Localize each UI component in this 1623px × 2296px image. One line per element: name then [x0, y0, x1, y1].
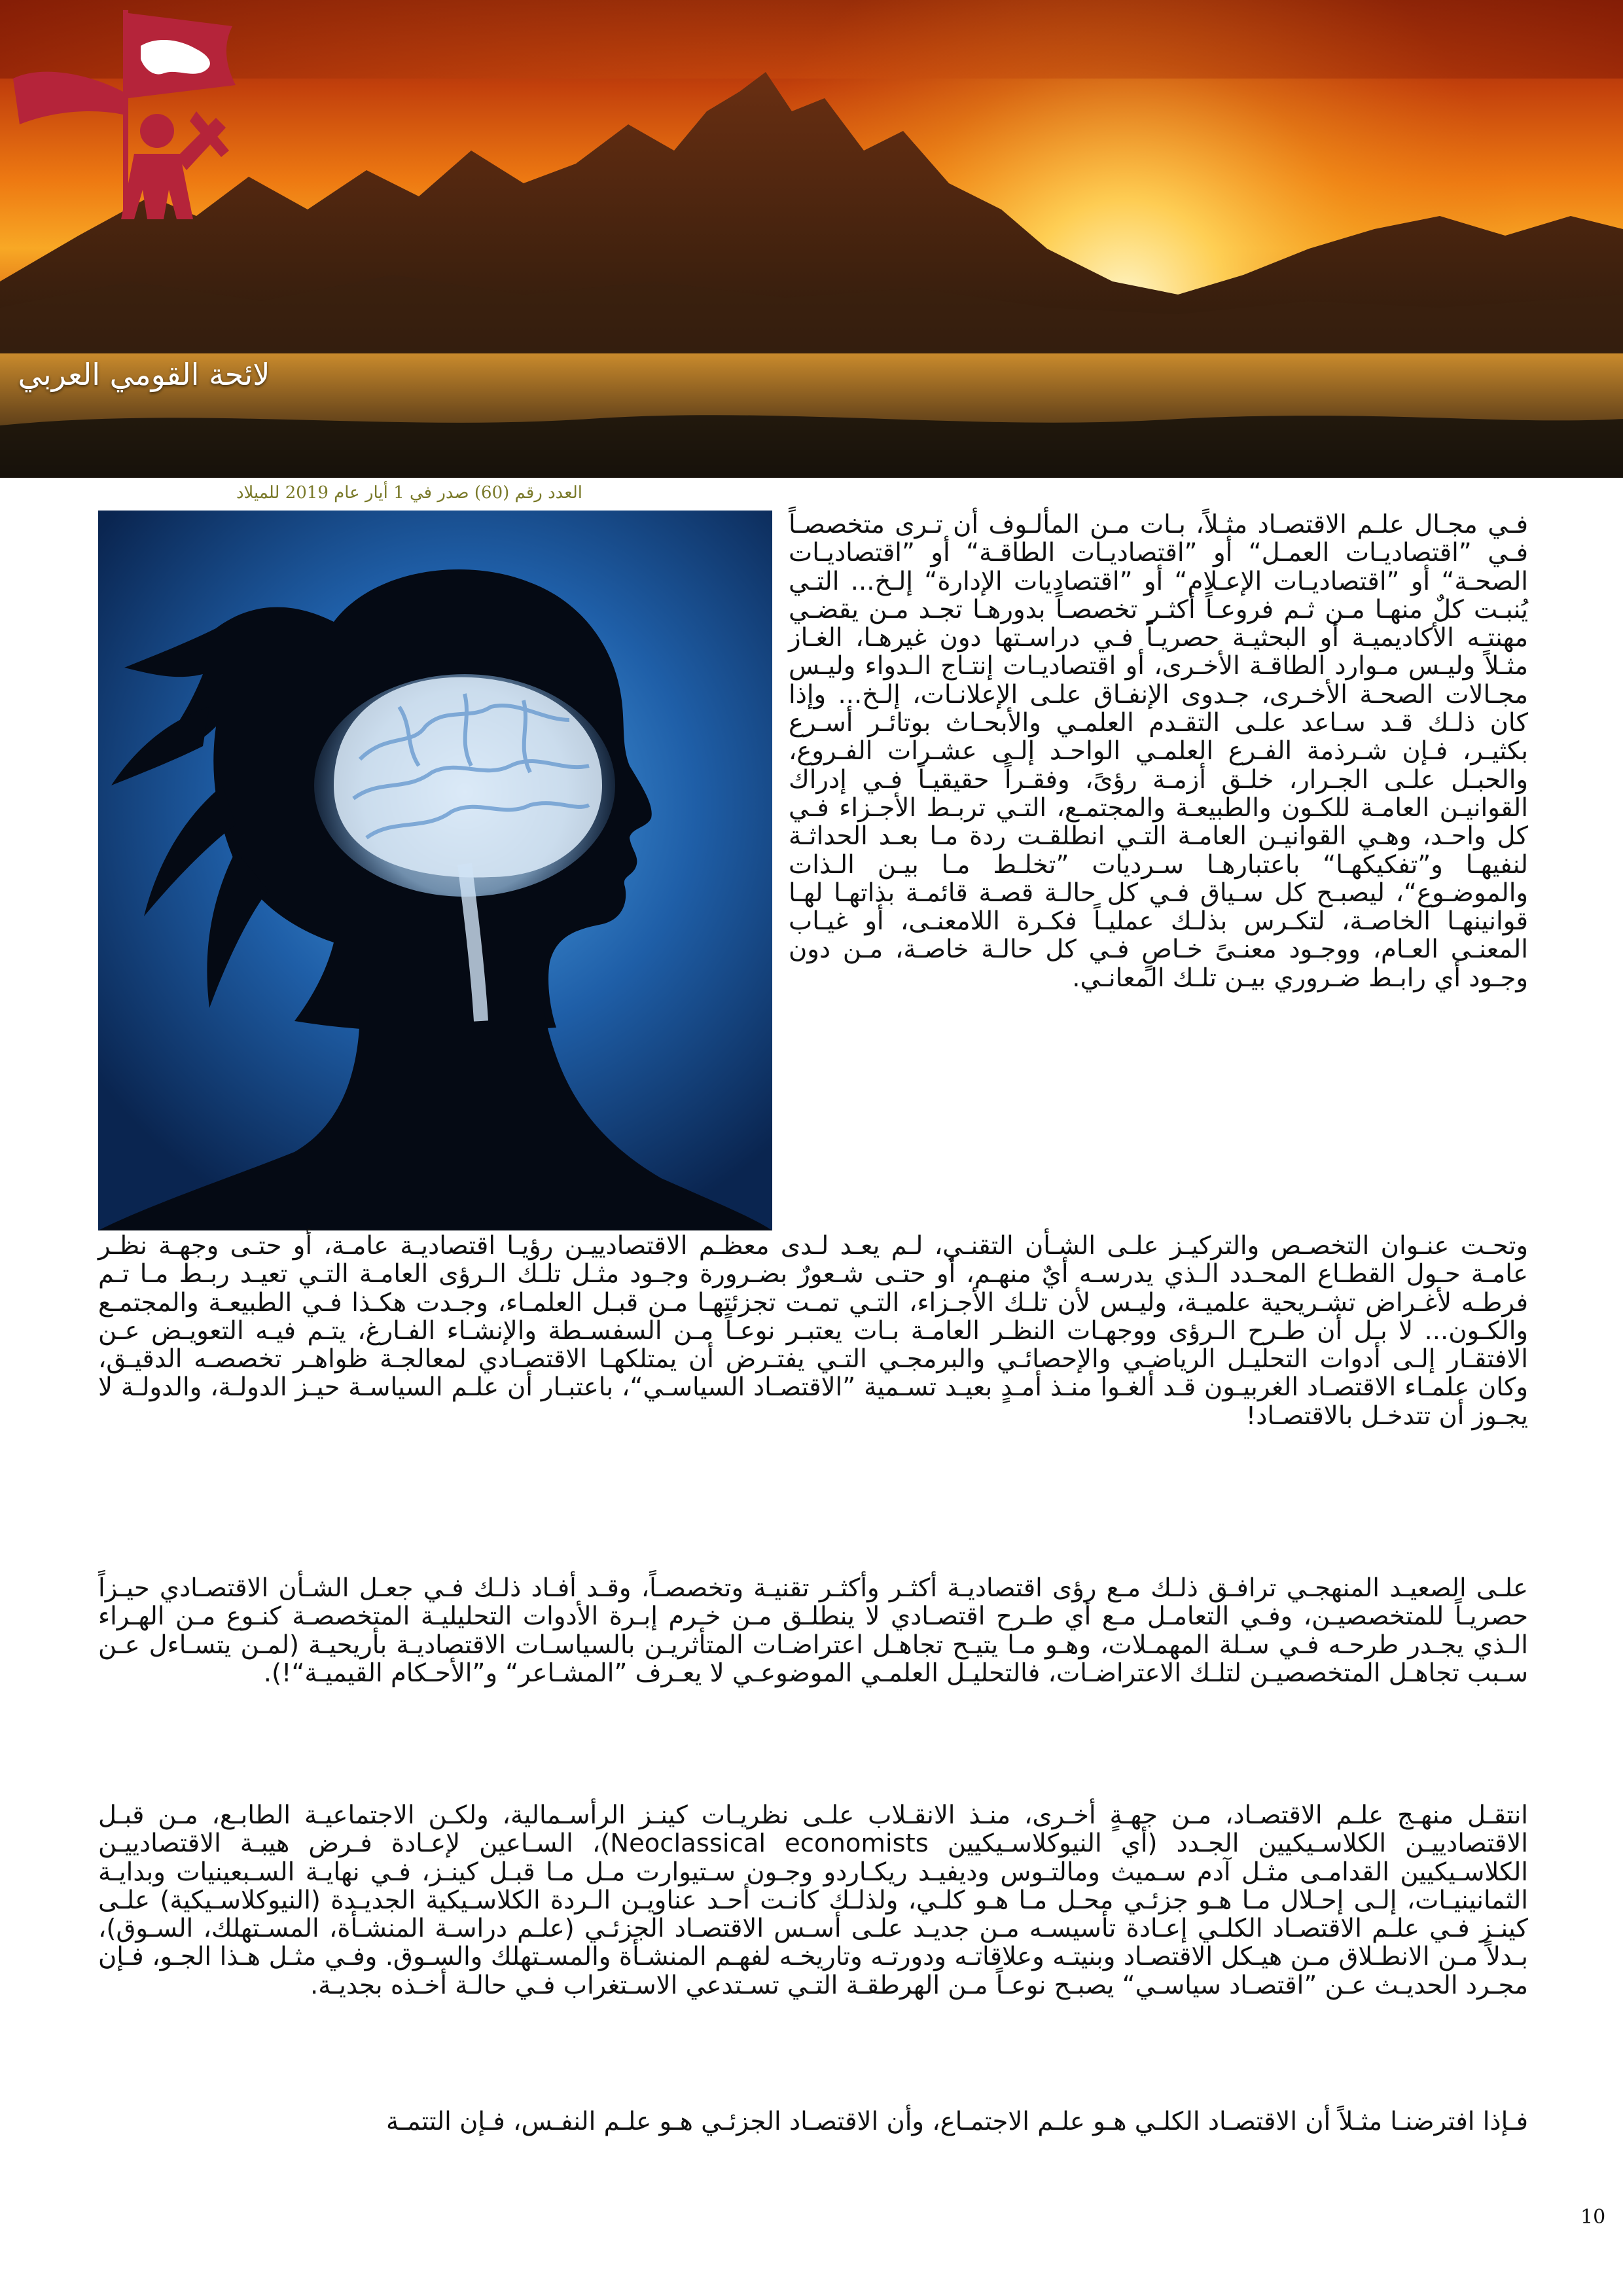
article-paragraph-1: فـي مجـال علـم الاقتصـاد مثـلاً، بـات مـن المألـوف أن تـرى متخصصـاً فـي ”اقتصاديـات العمـل“ أو ”اقتصاديـات الطاقـة“ أو ”اقتصاديـات الصحـة“ أو ”اقتصاديـات الإعـلام“ أو ”اقتصاديات الإدارة“ إلـخ... التـي يُنبـت كلٌ منهـا مـن ثـم فروعـاً أكثـر تخصصـاً بدورهـا تجـد مـن يقضـي مهنتـه الأكاديميـة أو البحثيـة حصريـاً فـي دراسـتها دون غيرهـا، الغـاز مثـلاً وليـس مـوارد الطاقـة الأخـرى، أو اقتصاديـات إنتـاج الـدواء وليـس مجـالات الصحـة الأخـرى، جـدوى الإنفـاق علـى الإعلانـات، إلـخ... وإذا كان ذلـك قـد سـاعد علـى التقـدم العلمـي والأبحـاث بوتائـر أسـرع بكثيـر، فـإن شـرذمة الفـرع العلمـي الواحـد إلـى عشـرات الفـروع، والحبـل علـى الجـرار، خلـق أزمـة رؤىً، وفقـراً حقيقيـاً فـي إدراك القوانيـن العامـة للكـون والطبيعـة والمجتمـع، التـي تربـط الأجـزاء فـي كل واحـد، وهـي القوانيـن العامـة التـي انطلقـت ردة مـا بعـد الحداثـة لنفيهـا و”تفكيكهـا“ باعتبارهـا سـرديات ”تخلـط مـا بيـن الـذات والموضـوع“، ليصبـح كل سـياق فـي كل حالـة قصـة قائمـة بذاتهـا لهـا قوانينهـا الخاصـة، لتكـرس بذلـك عمليـاً فكـرة اللامعنـى، أو غيـاب المعنـى العـام، ووجـود معنـىً خـاصٍ فـي كل حالـة خاصـة، مـن دون وجـود أي رابـط ضـروري بيـن تلـك المعانـي. [789, 510, 1528, 993]
brain-silhouette-image [98, 511, 772, 1230]
header-banner [0, 0, 1623, 478]
page-number: 10 [1580, 2206, 1606, 2229]
article-paragraph-3: علـى الصعيـد المنهجـي ترافـق ذلـك مـع رؤى اقتصاديـة أكثـر وأكثـر تقنيـة وتخصصـاً، وقـد أفـاد ذلـك فـي جعـل الشـأن الاقتصـادي حيـزاً حصريـاً للمتخصصيـن، وفـي التعامـل مـع أي طـرح اقتصـادي لا ينطلـق مـن خـرم إبـرة الأدوات التحليليـة المتخصصـة كنـوع مـن الهـراء الـذي يجـدر طرحـه فـي سـلة المهمـلات، وهـو مـا يتيـح تجاهـل اعتراضـات المتأثريـن بالسياسـات الاقتصاديـة بأريحيـة (لمـن يتسـاءل عـن سـبب تجاهـل المتخصصيـن لتلـك الاعتراضـات، فالتحليـل العلمـي الموضوعـي لا يعـرف ”المشـاعر“ و”الأحـكام القيميـة“!). [98, 1573, 1528, 1688]
article-paragraph-4: انتقـل منهـج علـم الاقتصـاد، مـن جهـةٍ أخـرى، منـذ الانقـلاب علـى نظريـات كينـز الرأسـمالية، ولكـن الاجتماعيـة الطابـع، مـن قبـل الاقتصادييـن الكلاسـيكيين الجـدد (أي النيوكلاسـيكيين Neoclassical economists)، السـاعين لإعـادة فـرض هيبـة الاقتصادييـن الكلاسـيكيين القدامـى مثـل آدم سـميث ومالتـوس وديفيـد ريكـاردو وجـون سـتيوارت مـل مـا قبـل كينـز، فـي نهايـة السـبعينيات وبدايـة الثمانينيـات، إلـى إحـلال مـا هـو جزئـي محـل مـا هـو كلـي، ولذلـك كانـت أحـد عناويـن الـردة الكلاسـيكية الجديـدة (النيوكلاسـيكية) علـى كينـز فـي علـم الاقتصـاد الكلـي إعـادة تأسيسـه مـن جديـد علـى أسـس الاقتصـاد الجزئـي (علـم دراسـة المنشـأة، المسـتهلك، السـوق)، بـدلاً مـن الانطـلاق مـن هيـكل الاقتصـاد وبنيتـه وعلاقاتـه ودورتـه وتاريخـه لفهـم المنشـأة والمسـتهلك والسـوق. وفـي مثـل هـذا الجـو، فـإن مجـرد الحديـث عـن ”اقتصـاد سياسـي“ يصبـح نوعـاً مـن الهرطقـة التـي تسـتدعي الاسـتغراب فـي حالـة أخـذه بجديـة. [98, 1801, 1528, 2000]
article-paragraph-2: وتحـت عنـوان التخصـص والتركيـز علـى الشـأن التقنـي، لـم يعـد لـدى معظـم الاقتصادييـن رؤيـا اقتصاديـة عامـة، أو حتـى وجهـة نظـر عامـة حـول القطـاع المحـدد الـذي يدرسـه أيٌ منهـم، أو حتـى شـعورٌ بضـرورة وجـود مثـل تلـك الـرؤى العامـة التـي تعيـد ربـط مـا تـم فرطـه لأغـراض تشـريحية علميـة، وليـس لأن تلـك الأجـزاء، التـي تمـت تجزئتهـا مـن قبـل العلمـاء، وجـدت هكـذا فـي الطبيعـة والمجتمـع والكـون... لا بـل أن طـرح الـرؤى ووجهـات النظـر العامـة بـات يعتبـر نوعـاً مـن السفسـطة والإنشـاء الفـارغ، يتـم فيـه التعويـض عـن الافتقـار إلـى أدوات التحليـل الرياضـي والإحصائـي والبرمجـي التـي يفتـرض أن يمتلكهـا الاقتصـادي لمعالجـة ظواهـر تخصصـه الدقيـق، وكان علمـاء الاقتصـاد الغربيـون قـد ألغـوا منـذ أمـدٍ بعيـد تسـمية ”الاقتصـاد السياسـي“، باعتبـار أن علـم السياسـة حيـز الدولـة، والدولـة لا يجـوز أن تتدخـل بالاقتصـاد! [98, 1231, 1528, 1431]
logo-caption: لائحة القومي العربي [18, 357, 270, 392]
organization-logo [0, 0, 249, 275]
article-paragraph-5: فـإذا افترضنـا مثـلاً أن الاقتصـاد الكلـي هـو علـم الاجتمـاع، وأن الاقتصـاد الجزئـي هـو علـم النفـس، فـإن التتمـة [386, 2107, 1528, 2136]
issue-line: العدد رقم (60) صدر في 1 أيار عام 2019 للميلاد [236, 483, 582, 503]
